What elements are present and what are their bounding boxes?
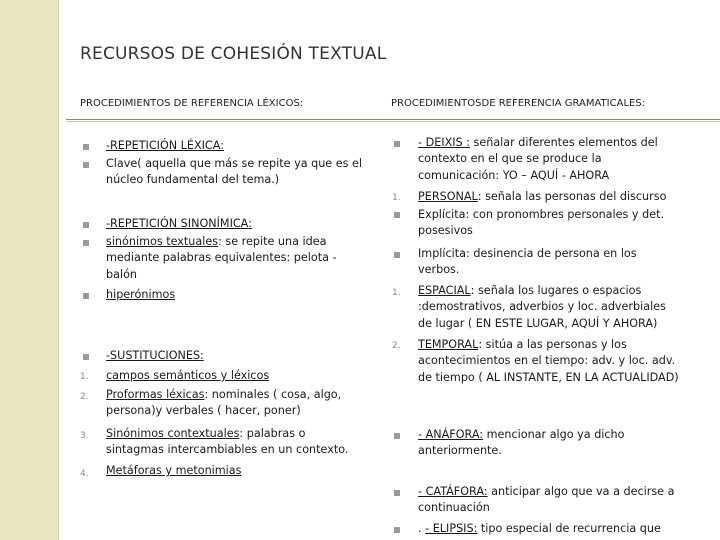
bullet-square — [394, 141, 400, 147]
bullet-square — [394, 490, 400, 496]
personal-term: PERSONAL — [418, 190, 478, 203]
list-number: 2. — [80, 392, 89, 402]
espacial-desc: : señala los lugares o espacios :demostrativos, adverbios y loc. adverbiales de lugar ( EN ESTE LUGAR, AQUÍ Y AHORA) — [418, 284, 666, 330]
list-number: 1. — [80, 372, 89, 382]
bullet-square — [83, 354, 89, 360]
left-item-sustituciones — [106, 348, 356, 364]
right-item-anafora — [418, 427, 680, 460]
catafora-desc: anticipar algo que va a decirse a continuación — [418, 485, 675, 515]
proformas-desc: : nominales ( cosa, algo, persona)y verbales ( hacer, poner) — [106, 388, 342, 418]
temporal-desc: : sitúa a las personas y los acontecimientos en el tiempo: adv. y loc. adv. de tiempo ( AL INSTANTE, EN LA ACTUALIDAD) — [418, 338, 679, 384]
left-item-proformas — [106, 387, 364, 420]
sinonimos-contextuales-desc: : palabras o sintagmas intercambiables en un contexto. — [106, 427, 349, 457]
sinonimos-desc: : se repite una idea mediante palabras equivalentes: pelota - balón — [106, 235, 337, 281]
left-item-metaforas — [106, 463, 356, 479]
right-item-catafora — [418, 484, 698, 517]
hiperonimos-term: hiperónimos — [106, 288, 176, 301]
header-divider — [66, 119, 720, 120]
repeticion-sinonimica-term: -REPETICIÓN SINONÍMICA: — [106, 217, 252, 230]
left-column-header: PROCEDIMIENTOS DE REFERENCIA LÉXICOS: — [80, 98, 304, 109]
right-column-header: PROCEDIMIENTOSDE REFERENCIA GRAMATICALES: — [391, 98, 646, 109]
list-number: 1. — [392, 288, 401, 298]
bullet-square — [83, 240, 89, 246]
anafora-term: - ANÁFORA: — [418, 428, 484, 441]
catafora-term: - CATÁFORA: — [418, 485, 488, 498]
left-item-repeticion-lexica — [106, 138, 366, 154]
right-item-espacial — [418, 283, 680, 332]
page-title: RECURSOS DE COHESIÓN TEXTUAL — [80, 44, 387, 64]
deixis-desc: señalar diferentes elementos del contexto en el que se produce la comunicación: YO – AQUÍ - AHORA — [418, 136, 658, 182]
list-number: 3. — [80, 431, 89, 441]
elipsis-desc: tipo especial de recurrencia que — [477, 522, 661, 535]
bullet-square — [394, 433, 400, 439]
metaforas-term: Metáforas y metonimias — [106, 464, 242, 477]
espacial-term: ESPACIAL — [418, 284, 471, 297]
campos-term: campos semánticos y léxicos — [106, 369, 270, 382]
proformas-term: Proformas léxicas — [106, 388, 205, 401]
left-item-sinonimos — [106, 234, 356, 283]
right-item-elipsis — [418, 521, 708, 537]
bullet-square — [83, 144, 89, 150]
list-number: 4. — [80, 469, 89, 479]
right-item-personal — [418, 189, 680, 205]
sustituciones-term: -SUSTITUCIONES: — [106, 349, 204, 362]
deixis-term: - DEIXIS : — [418, 136, 470, 149]
repeticion-lexica-term: -REPETICIÓN LÉXICA: — [106, 139, 224, 152]
list-number: 2. — [392, 341, 401, 351]
personal-desc: : señala las personas del discurso — [477, 190, 667, 203]
left-margin-band — [0, 0, 58, 540]
right-item-explicita: Explícita: con pronombres personales y det. posesivos — [418, 208, 665, 238]
anafora-desc: mencionar algo ya dicho anteriormente. — [418, 428, 625, 458]
elipsis-term: - ELIPSIS: — [425, 522, 478, 535]
sinonimos-contextuales-term: Sinónimos contextuales — [106, 427, 240, 440]
bullet-square — [394, 212, 400, 218]
right-item-temporal — [418, 337, 680, 386]
left-item-hiperonimos — [106, 287, 356, 303]
bullet-square — [394, 527, 400, 533]
left-item-sinonimos-contextuales — [106, 426, 364, 459]
left-item-campos — [106, 368, 356, 384]
temporal-term: TEMPORAL — [418, 338, 479, 351]
elipsis-prefix: . — [418, 522, 426, 535]
right-item-implicita: Implícita: desinencia de persona en los verbos. — [418, 247, 637, 277]
bullet-square — [83, 293, 89, 299]
left-item-clave: Clave( aquella que más se repite ya que es el núcleo fundamental del tema.) — [106, 157, 362, 187]
left-item-repeticion-sinonimica — [106, 216, 366, 232]
bullet-square — [83, 162, 89, 168]
sinonimos-term: sinónimos textuales — [106, 235, 219, 248]
right-item-deixis — [418, 135, 680, 184]
bullet-square — [394, 252, 400, 258]
bullet-square — [83, 222, 89, 228]
header-divider-shadow — [66, 121, 720, 122]
list-number: 1. — [392, 193, 401, 203]
